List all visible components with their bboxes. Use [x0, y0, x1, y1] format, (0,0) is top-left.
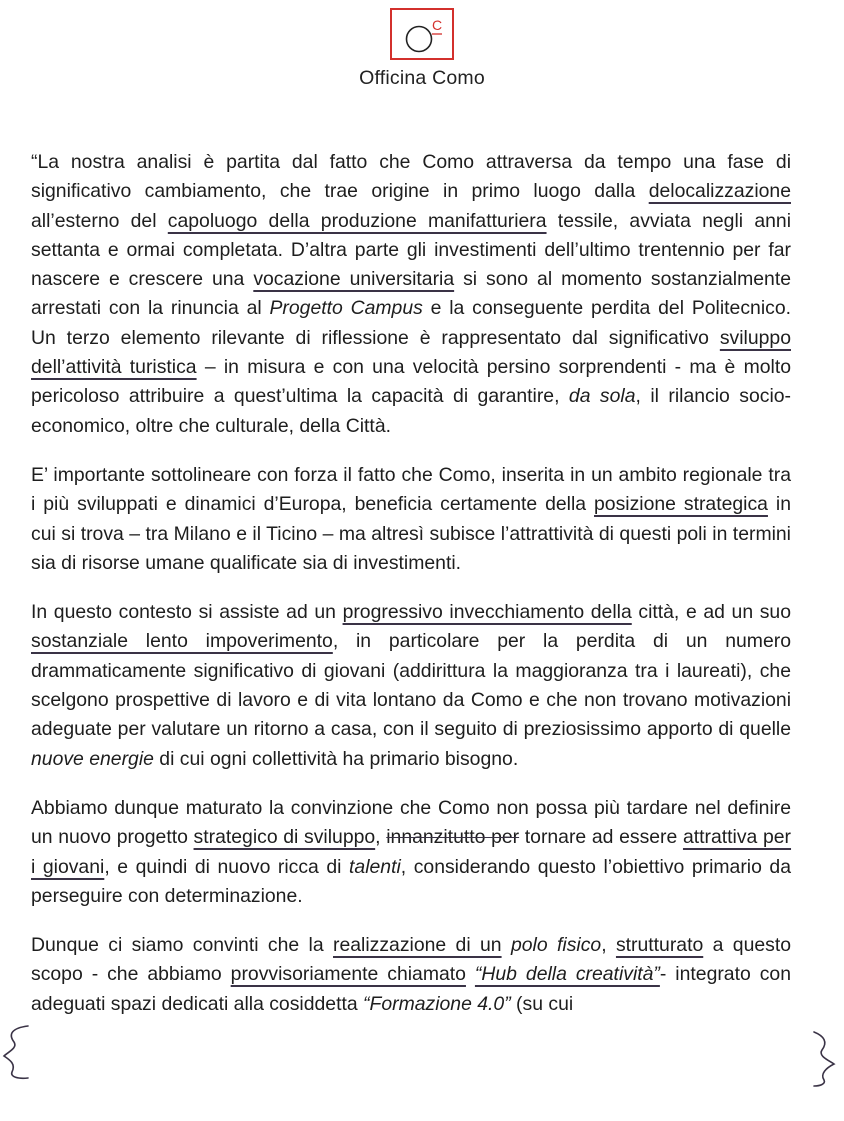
logo-mark-icon — [392, 10, 452, 58]
struck-text: innanzitutto per — [386, 826, 520, 849]
italic-text: “Hub della creatività” — [474, 963, 660, 986]
italic-text: polo fisico — [510, 934, 602, 957]
underlined-text: sviluppo dell’attività turistica — [31, 326, 791, 379]
underlined-text: strategico di sviluppo — [193, 826, 376, 849]
underlined-text: realizzazione di un — [333, 934, 502, 957]
logo-box — [390, 8, 454, 60]
header-logo — [0, 8, 844, 90]
paragraph-1: “La nostra analisi è partita dal fatto che Como attraversa da tempo una fase di significativo cambiamento, che trae origine in primo luogo dalla delocalizzazione all’esterno del capoluogo della produzione manifatturiera tessile, avviata negli anni settanta e ormai completata. D’altra parte gli investimenti dell’ultimo trentennio per far nascere e crescere una vocazione universitaria si sono al momento sostanzialmente arrestati con la rinuncia al Progetto Campus e la conseguente perdita del Politecnico. Un terzo elemento rilevante di riflessione è rappresentato dal significativo sviluppo dell’attività turistica – in misura e con una velocità persino sorprendenti - ma è molto pericoloso attribuire a quest’ultima la capacità di garantire, da sola, il rilancio socio-economico, oltre che culturale, della Città. — [31, 151, 792, 437]
underlined-text: attrattiva per i giovani — [31, 826, 792, 878]
handwritten-right-bracket-icon — [810, 1028, 840, 1088]
underlined-text: progressivo invecchiamento della — [342, 601, 632, 624]
paragraph-4: Abbiamo dunque maturato la convinzione che Como non possa più tardare nel definire un nuovo progetto strategico di sviluppo, innanzitutto per tornare ad essere attrattiva per i giovani, e quindi di nuovo ricca di talenti, considerando questo l’obiettivo primario da perseguire con determinazione. — [31, 796, 792, 907]
underlined-text: strutturato — [615, 934, 704, 957]
underlined-text: vocazione universitaria — [253, 268, 455, 291]
handwritten-left-bracket-icon — [2, 1022, 32, 1082]
paragraph-3: In questo contesto si assiste ad un progressivo invecchiamento della città, e ad un suo sostanziale lento impoverimento, in particolare per la perdita di un numero drammaticamente significativo di giovani (addirittura la maggioranza tra i laureati), che scelgono prospettive di lavoro e di vita lontano da Como e che non trovano motivazioni adeguate per valutare un ritorno a casa, con il seguito di preziosissimo apporto di quelle nuove energie di cui ogni collettività ha primario bisogno. — [31, 601, 792, 770]
document-body — [31, 148, 791, 1019]
italic-text: da sola — [568, 385, 636, 408]
italic-text: “Formazione 4.0” — [363, 992, 511, 1015]
brand-name: Officina Como — [359, 67, 485, 89]
underlined-text: posizione strategica — [594, 493, 768, 516]
underlined-text: provvisoriamente chiamato — [230, 963, 466, 986]
italic-text: Progetto Campus — [269, 297, 423, 320]
underlined-text: capoluogo della produzione manifatturiera — [167, 209, 547, 232]
underlined-text: sostanziale lento impoverimento — [31, 630, 333, 653]
logo-sup: C — [432, 17, 443, 33]
paragraph-5: Dunque ci siamo convinti che la realizzazione di un polo fisico, strutturato a questo scopo - che abbiamo provvisoriamente chiamato “Hub della creatività”- integrato con adeguati spazi dedicati alla cosiddetta “Formazione 4.0” (su cui — [31, 934, 792, 1015]
italic-text: talenti — [349, 855, 401, 878]
italic-text: nuove energie — [31, 747, 154, 770]
underlined-text: delocalizzazione — [648, 180, 791, 203]
paragraph-2: E’ importante sottolineare con forza il fatto che Como, inserita in un ambito regionale tra i più sviluppati e dinamici d’Europa, beneficia certamente della posizione strategica in cui si trova – tra Milano e il Ticino – ma altresì subisce l’attrattività di questi poli in termini sia di risorse umane qualificate sia di investimenti. — [31, 463, 791, 574]
